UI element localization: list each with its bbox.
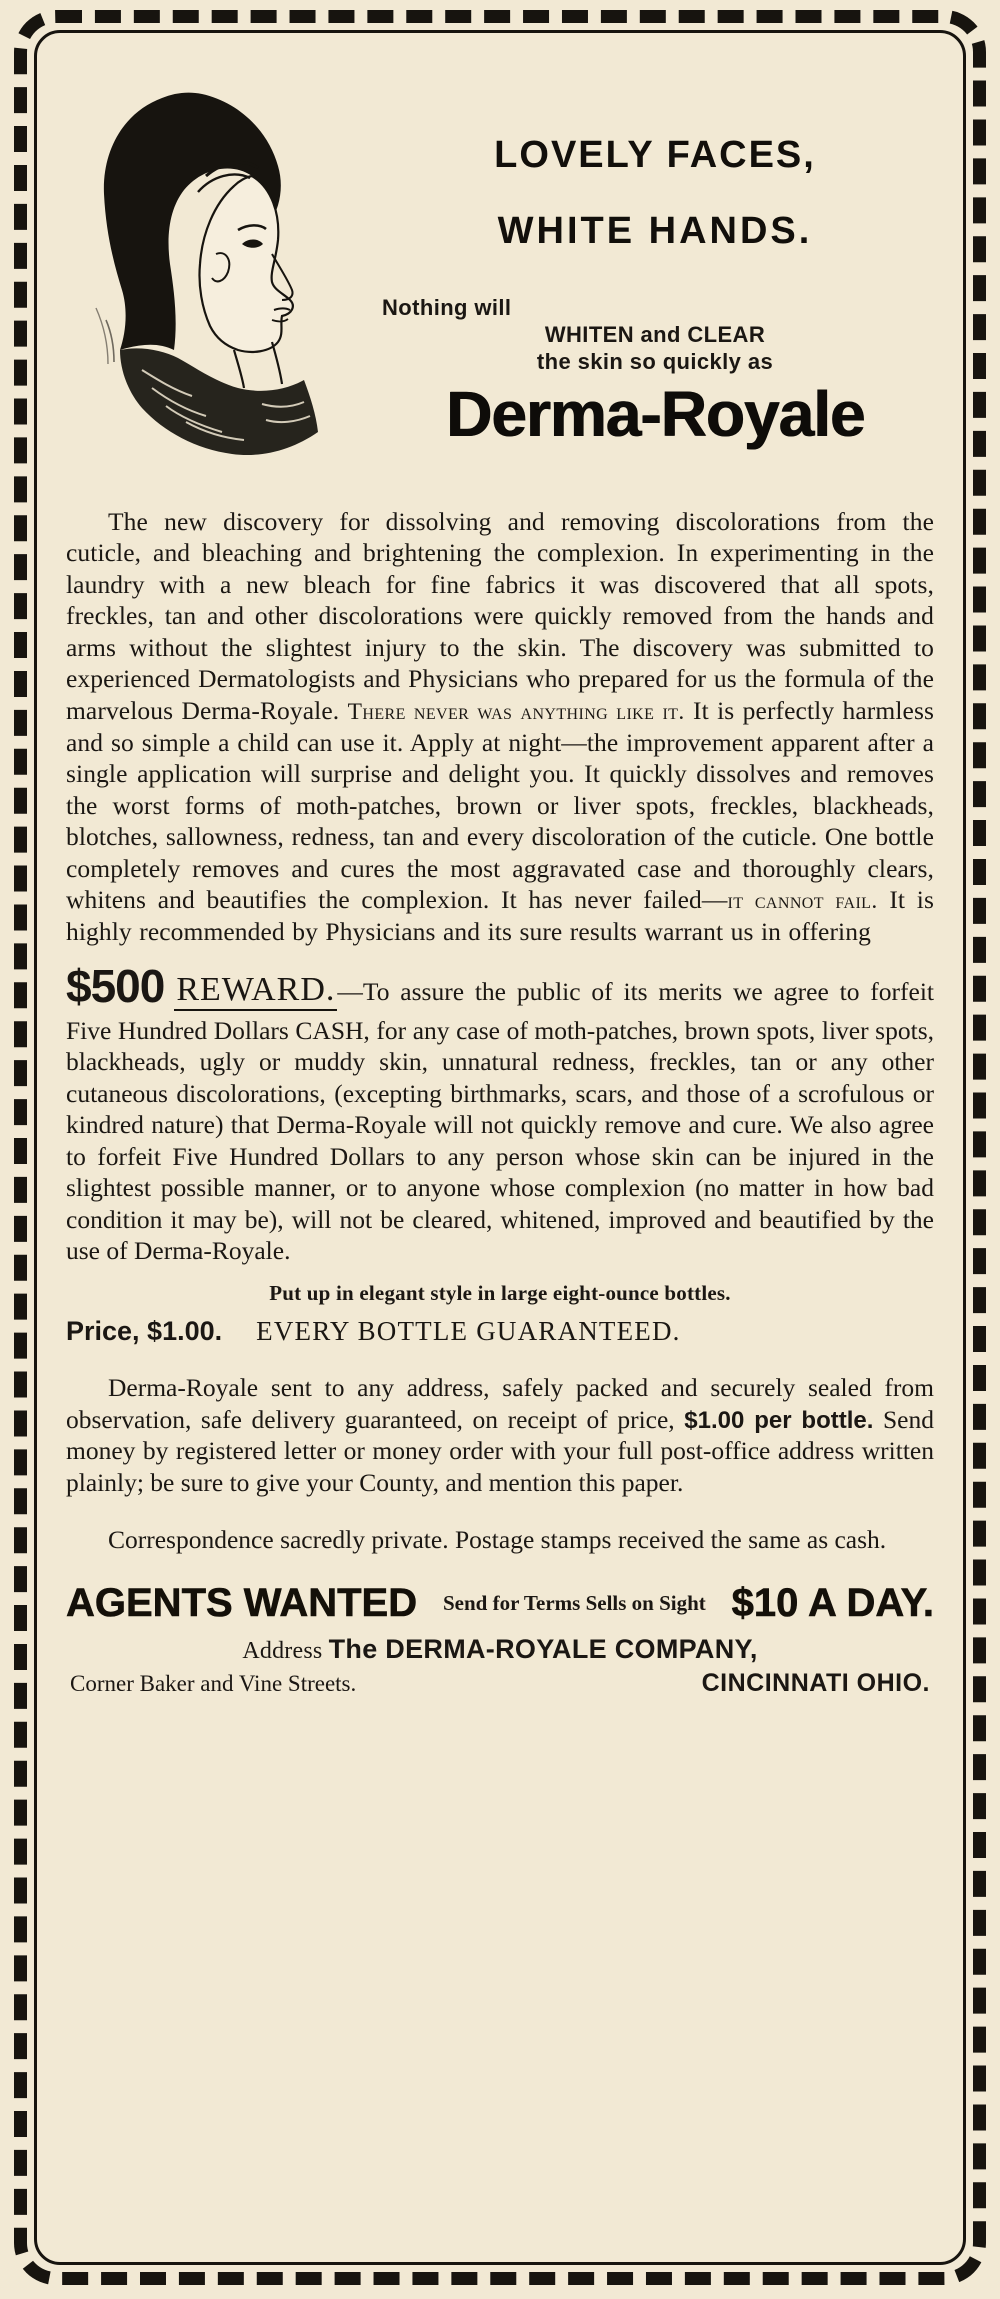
body-paragraph-text-3: It is highly recommended by Physicians and its sure results warrant us in offering [66, 885, 934, 947]
street-city-row [66, 1669, 934, 1698]
body-paragraph [66, 506, 934, 948]
reward-text: —To assure the public of its merits we agree to forfeit Five Hundred Dollars CASH, for any case of moth-patches, brown spots, liver spots, blackheads, ugly or muddy skin, unnatural redness, freckles, tan or any other cutaneous discolorations, (excepting birthmarks, scars, and those of a scrofulous or kindred nature) that Derma-Royale will not quickly remove and cure. We also agree to forfeit Five Hundred Dollars to any person whose skin can be injured in the slightest possible manner, or to anyone whose complexion (no matter in how bad condition it may be), will not be cleared, whitened, improved and beautified by the use of Derma-Royale. [66, 976, 934, 1266]
send-for-terms-label: Send for Terms [443, 1591, 581, 1615]
brand-name: Derma-Royale [445, 377, 865, 450]
company-address-line [66, 1634, 934, 1665]
body-smallcaps-1: There never was anything like it. [347, 698, 685, 725]
shipping-text-1: Derma-Royale sent to any address, safely packed and securely sealed from observation, safe delivery guaranteed, on receipt of price, [66, 1373, 934, 1434]
shipping-price-bold: $1.00 per bottle. [684, 1406, 874, 1434]
agents-wanted-row [66, 1581, 934, 1626]
shipping-text-2: Send money by registered letter or money order with your full post-office address written plainly; be sure to give your County, and mention this paper. [66, 1404, 935, 1497]
woman-portrait-engraving [66, 58, 366, 498]
sells-on-sight-label: Sells on Sight [585, 1591, 706, 1615]
headline-line-1: LOVELY FACES, [494, 134, 816, 176]
agents-terms-block [443, 1591, 706, 1615]
reward-block [66, 958, 934, 1267]
agents-wanted-label: AGENTS WANTED [66, 1580, 418, 1625]
guarantee-label: EVERY BOTTLE GUARANTEED. [256, 1315, 681, 1346]
headline-block [376, 58, 934, 450]
subheadline-line-2: WHITEN and CLEAR [544, 322, 766, 348]
subheadline-line-1: Nothing will [382, 294, 512, 320]
ten-dollars-a-day-label: $10 A DAY. [731, 1580, 934, 1625]
body-paragraph-text: The new discovery for dissolving and removing discolorations from the cuticle, and bleaching and brightening the complexion. In experimenting in the laundry with a new bleach for fine fabrics it was discovered that all spots, freckles, tan and other discolorations were quickly removed from the hands and arms without the slightest injury to the skin. The discovery was submitted to experienced Dermatologists and Physicians who prepared for us the formula of the marvelous Derma-Royale. [66, 507, 934, 725]
subheadline [376, 294, 934, 376]
subheadline-line-3: the skin so quickly as [536, 349, 774, 375]
put-up-line: Put up in elegant style in large eight-ounce bottles. [269, 1280, 731, 1305]
city-state: CINCINNATI OHIO. [701, 1668, 930, 1697]
price-label: Price, $1.00. [66, 1315, 223, 1346]
headline-line-2: WHITE HANDS. [497, 209, 813, 252]
body-paragraph-text-2: It is perfectly harmless and so simple a child can use it. Apply at night—the improvement apparent after a single application will surprise and delight you. It quickly dissolves and removes the worst forms of moth-patches, brown or liver spots, freckles, blackheads, blotches, sallowness, redness, tan and every discoloration of the cuticle. One bottle completely removes and cures the most aggravated case and thoroughly clears, whitens and beautifies the complexion. It has never failed— [66, 695, 934, 915]
address-label: Address [242, 1637, 323, 1664]
body-copy [66, 506, 934, 948]
shipping-paragraph [66, 1372, 934, 1555]
reward-amount: $500 [66, 959, 165, 1012]
street-address: Corner Baker and Vine Streets. [70, 1670, 357, 1696]
body-smallcaps-2: it cannot fail. [727, 888, 878, 915]
ad-header [66, 58, 934, 498]
company-name: The DERMA-ROYALE COMPANY, [328, 1633, 758, 1664]
price-guarantee-row [66, 1316, 934, 1347]
correspondence-paragraph: Correspondence sacredly private. Postage stamps received the same as cash. [108, 1524, 887, 1554]
reward-word: REWARD. [174, 971, 337, 1011]
ad-content [52, 48, 948, 2251]
